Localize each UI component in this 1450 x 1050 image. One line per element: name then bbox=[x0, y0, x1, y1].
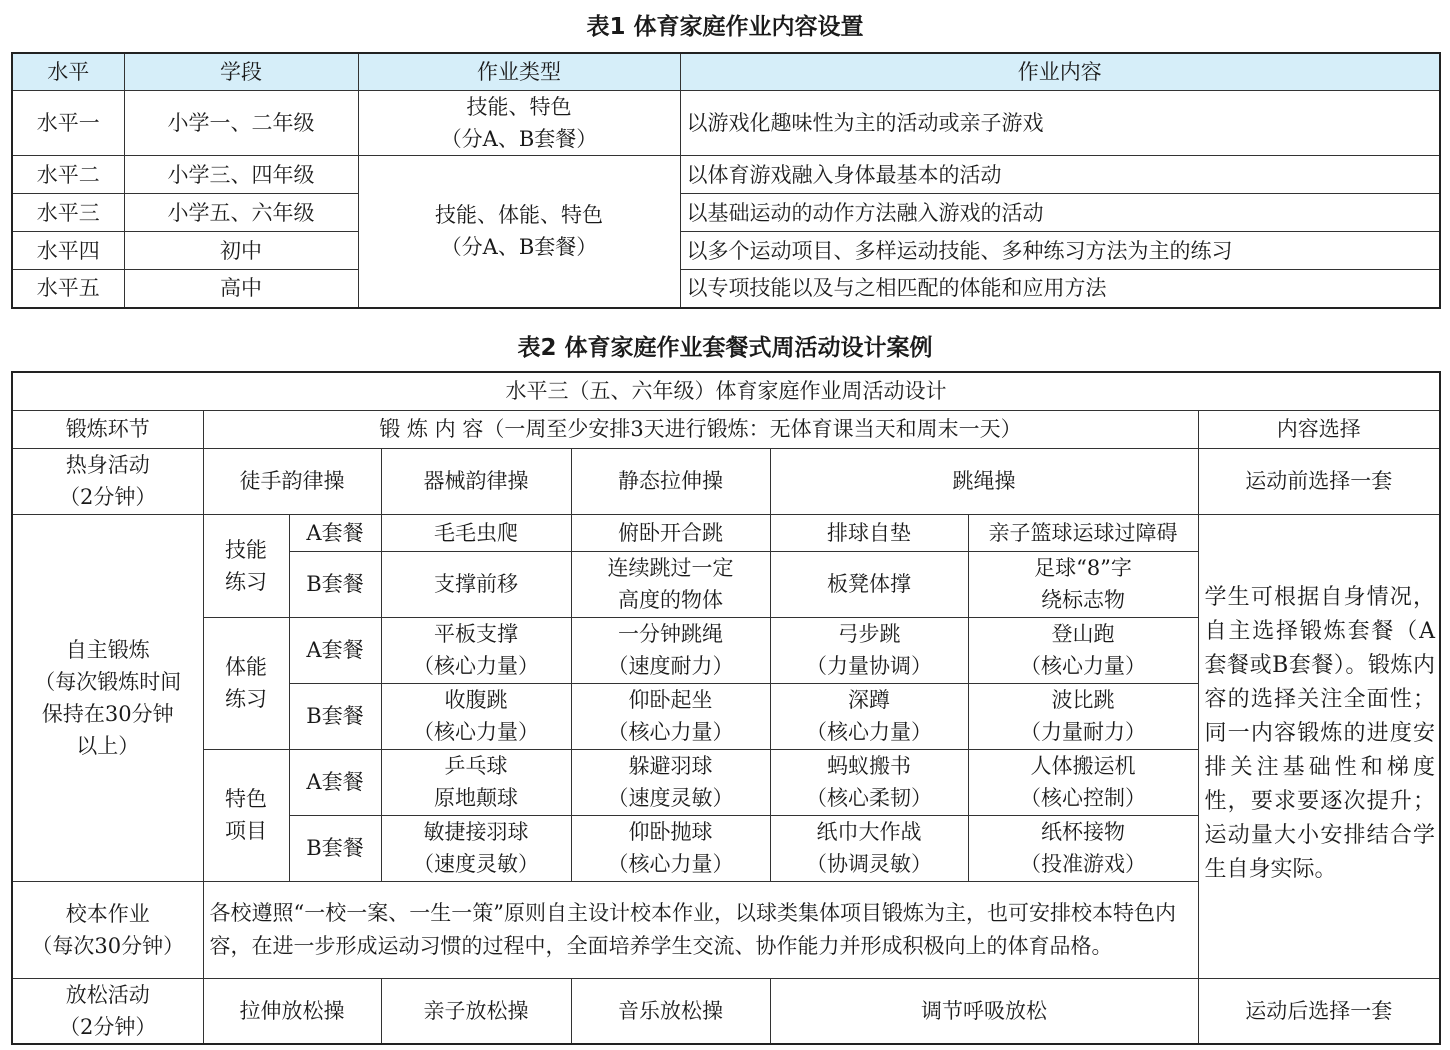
header-cell: 锻炼环节 bbox=[12, 410, 203, 448]
exercise-line: 连续跳过一定 bbox=[607, 556, 734, 580]
stage-cell: 小学五、六年级 bbox=[124, 194, 358, 232]
exercise-line: （核心力量） bbox=[607, 852, 734, 876]
stage-cell: 初中 bbox=[124, 232, 358, 270]
table1-title: 表1 体育家庭作业内容设置 bbox=[586, 14, 864, 40]
exercise-line: 仰卧抛球 bbox=[628, 820, 713, 844]
warmup-row bbox=[12, 448, 1440, 514]
label-line: （每次锻炼时间 bbox=[34, 669, 182, 694]
exercise-line: 收腹跳 bbox=[444, 688, 508, 712]
label-line: （2分钟） bbox=[59, 1014, 157, 1039]
header-cell: 锻 炼 内 容（一周至少安排3天进行锻炼：无体育课当天和周末一天） bbox=[203, 410, 1198, 448]
exercise-line: 平板支撑 bbox=[434, 622, 518, 646]
exercise-cell bbox=[571, 551, 770, 617]
package-label: B套餐 bbox=[289, 551, 381, 617]
exercise-cell bbox=[381, 815, 571, 881]
table-row bbox=[12, 232, 1440, 270]
exercise-line: 敏捷接羽球 bbox=[423, 820, 529, 844]
label-line: 热身活动 bbox=[65, 453, 150, 477]
stage-cell: 小学三、四年级 bbox=[124, 156, 358, 194]
exercise-line: 亲子篮球运球过障碍 bbox=[988, 520, 1178, 545]
content-cell: 以游戏化趣味性为主的活动或亲子游戏 bbox=[680, 91, 1440, 156]
table-row bbox=[12, 156, 1440, 194]
activity-cell: 静态拉伸操 bbox=[571, 448, 770, 514]
table1 bbox=[11, 52, 1441, 309]
header-cell: 内容选择 bbox=[1198, 410, 1440, 448]
exercise-line: （核心力量） bbox=[607, 720, 734, 744]
activity-cell: 跳绳操 bbox=[770, 448, 1198, 514]
exercise-line: 原地颠球 bbox=[434, 786, 518, 810]
exercise-cell bbox=[381, 749, 571, 815]
choice-cell: 运动后选择一套 bbox=[1198, 978, 1440, 1044]
table2-header-row bbox=[12, 410, 1440, 448]
exercise-line: （速度耐力） bbox=[607, 654, 734, 678]
label-line: 练习 bbox=[225, 687, 267, 711]
exercise-line: 波比跳 bbox=[1051, 688, 1115, 712]
exercise-line: 登山跑 bbox=[1051, 622, 1115, 646]
exercise-cell bbox=[770, 551, 968, 617]
label-line: 技能 bbox=[225, 537, 267, 562]
segment-label bbox=[12, 881, 203, 978]
package-label: A套餐 bbox=[289, 617, 381, 683]
activity-cell: 调节呼吸放松 bbox=[770, 978, 1198, 1044]
label-line: 自主锻炼 bbox=[65, 637, 150, 662]
exercise-cell bbox=[381, 683, 571, 749]
content-cell: 以专项技能以及与之相匹配的体能和应用方法 bbox=[680, 270, 1440, 308]
level-cell: 水平四 bbox=[12, 232, 124, 270]
table-row bbox=[12, 91, 1440, 156]
level-cell: 水平一 bbox=[12, 91, 124, 156]
exercise-line: 躲避羽球 bbox=[628, 754, 713, 778]
header-cell: 作业内容 bbox=[680, 53, 1440, 91]
type-line: （分A、B套餐） bbox=[440, 235, 598, 260]
header-cell: 作业类型 bbox=[358, 53, 680, 91]
package-label: A套餐 bbox=[289, 514, 381, 551]
label-line: 校本作业 bbox=[65, 901, 150, 926]
package-label: B套餐 bbox=[289, 683, 381, 749]
exercise-line: （核心柔韧） bbox=[806, 786, 932, 810]
group-label bbox=[203, 749, 289, 881]
exercise-line: （力量协调） bbox=[806, 654, 932, 678]
label-line: （每次30分钟） bbox=[31, 933, 185, 958]
exercise-line: 足球“8”字 bbox=[1034, 556, 1132, 580]
exercise-line: 一分钟跳绳 bbox=[618, 622, 723, 646]
type-line: 技能、特色 bbox=[466, 95, 572, 119]
content-cell: 以基础运动的动作方法融入游戏的活动 bbox=[680, 194, 1440, 232]
exercise-cell bbox=[571, 514, 770, 551]
package-label: B套餐 bbox=[289, 815, 381, 881]
exercise-cell bbox=[968, 749, 1198, 815]
exercise-line: （核心力量） bbox=[413, 720, 539, 744]
content-cell: 以体育游戏融入身体最基本的活动 bbox=[680, 156, 1440, 194]
package-label: A套餐 bbox=[289, 749, 381, 815]
exercise-line: 排球自垫 bbox=[827, 520, 911, 545]
label-line: 放松活动 bbox=[65, 982, 150, 1007]
exercise-line: 绕标志物 bbox=[1041, 588, 1125, 612]
exercise-line: （核心力量） bbox=[1020, 654, 1146, 678]
exercise-line: 纸杯接物 bbox=[1041, 820, 1125, 844]
exercise-line: （协调灵敏） bbox=[806, 852, 932, 876]
label-line: 以上） bbox=[76, 733, 140, 758]
table-row bbox=[12, 194, 1440, 232]
exercise-cell bbox=[770, 683, 968, 749]
exercise-line: 弓步跳 bbox=[837, 622, 901, 646]
level-cell: 水平五 bbox=[12, 270, 124, 308]
exercise-cell bbox=[770, 749, 968, 815]
exercise-line: 乒乓球 bbox=[444, 754, 508, 778]
exercise-line: 仰卧起坐 bbox=[628, 688, 713, 712]
table2 bbox=[11, 371, 1441, 1045]
segment-label bbox=[12, 514, 203, 881]
exercise-line: 高度的物体 bbox=[618, 588, 723, 612]
exercise-line: 支撑前移 bbox=[434, 572, 518, 596]
banner-row bbox=[12, 372, 1440, 410]
group-label bbox=[203, 514, 289, 617]
exercise-cell bbox=[968, 617, 1198, 683]
exercise-cell bbox=[770, 815, 968, 881]
exercise-line: （速度灵敏） bbox=[413, 852, 539, 876]
type-line: 技能、体能、特色 bbox=[435, 203, 603, 228]
label-line: 体能 bbox=[225, 655, 267, 679]
activity-cell: 音乐放松操 bbox=[571, 978, 770, 1044]
content-cell: 以多个运动项目、多样运动技能、多种练习方法为主的练习 bbox=[680, 232, 1440, 270]
activity-cell: 拉伸放松操 bbox=[203, 978, 381, 1044]
choice-cell: 运动前选择一套 bbox=[1198, 448, 1440, 514]
exercise-cell bbox=[381, 617, 571, 683]
exercise-line: 纸巾大作战 bbox=[816, 820, 922, 844]
exercise-line: （力量耐力） bbox=[1020, 720, 1146, 744]
exercise-line: 人体搬运机 bbox=[1030, 754, 1136, 778]
stage-cell: 小学一、二年级 bbox=[124, 91, 358, 156]
level-cell: 水平三 bbox=[12, 194, 124, 232]
activity-cell: 亲子放松操 bbox=[381, 978, 571, 1044]
table2-title: 表2 体育家庭作业套餐式周活动设计案例 bbox=[517, 335, 933, 361]
exercise-cell bbox=[968, 514, 1198, 551]
relax-row bbox=[12, 978, 1440, 1044]
level-cell: 水平二 bbox=[12, 156, 124, 194]
exercise-line: 毛毛虫爬 bbox=[434, 520, 518, 545]
exercise-cell bbox=[968, 683, 1198, 749]
exercise-line: （投准游戏） bbox=[1020, 852, 1146, 876]
exercise-cell bbox=[381, 551, 571, 617]
type-line: （分A、B套餐） bbox=[440, 127, 598, 151]
exercise-cell bbox=[770, 617, 968, 683]
exercise-line: 深蹲 bbox=[848, 688, 890, 712]
header-cell: 水平 bbox=[12, 53, 124, 91]
exercise-line: （核心力量） bbox=[806, 720, 932, 744]
exercise-cell bbox=[968, 815, 1198, 881]
table-row bbox=[12, 270, 1440, 308]
header-cell: 学段 bbox=[124, 53, 358, 91]
label-line: 练习 bbox=[225, 569, 267, 594]
type-cell bbox=[358, 156, 680, 308]
exercise-line: 蚂蚁搬书 bbox=[827, 754, 911, 778]
activity-cell: 徒手韵律操 bbox=[203, 448, 381, 514]
segment-label bbox=[12, 448, 203, 514]
exercise-cell bbox=[770, 514, 968, 551]
package-row bbox=[12, 514, 1440, 551]
exercise-line: （核心力量） bbox=[413, 654, 539, 678]
label-line: 特色 bbox=[225, 787, 267, 811]
label-line: 项目 bbox=[225, 819, 267, 843]
table1-header-row bbox=[12, 53, 1440, 91]
exercise-cell bbox=[571, 815, 770, 881]
label-line: 保持在30分钟 bbox=[41, 701, 174, 726]
exercise-cell bbox=[571, 749, 770, 815]
school-text: 各校遵照“一校一案、一生一策”原则自主设计校本作业，以球类集体项目锻炼为主，也可安排校本特色内容，在进一步形成运动习惯的过程中，全面培养学生交流、协作能力并形成积极向上的体育品格。 bbox=[203, 881, 1198, 978]
exercise-cell bbox=[968, 551, 1198, 617]
exercise-line: （核心控制） bbox=[1020, 786, 1146, 810]
activity-cell: 器械韵律操 bbox=[381, 448, 571, 514]
type-cell bbox=[358, 91, 680, 156]
group-label bbox=[203, 617, 289, 749]
choice-note: 学生可根据自身情况，自主选择锻炼套餐（A套餐或B套餐）。锻炼内容的选择关注全面性；同一内容锻炼的进度安排关注基础性和梯度性，要求要逐次提升；运动量大小安排结合学生自身实际。 bbox=[1198, 514, 1440, 978]
table2-banner: 水平三（五、六年级）体育家庭作业周活动设计 bbox=[12, 372, 1440, 410]
exercise-line: 板凳体撑 bbox=[827, 572, 911, 596]
exercise-cell bbox=[571, 617, 770, 683]
exercise-line: （速度灵敏） bbox=[607, 786, 734, 810]
exercise-cell bbox=[571, 683, 770, 749]
exercise-cell bbox=[381, 514, 571, 551]
label-line: （2分钟） bbox=[59, 485, 157, 509]
exercise-line: 俯卧开合跳 bbox=[618, 520, 723, 545]
segment-label bbox=[12, 978, 203, 1044]
stage-cell: 高中 bbox=[124, 270, 358, 308]
